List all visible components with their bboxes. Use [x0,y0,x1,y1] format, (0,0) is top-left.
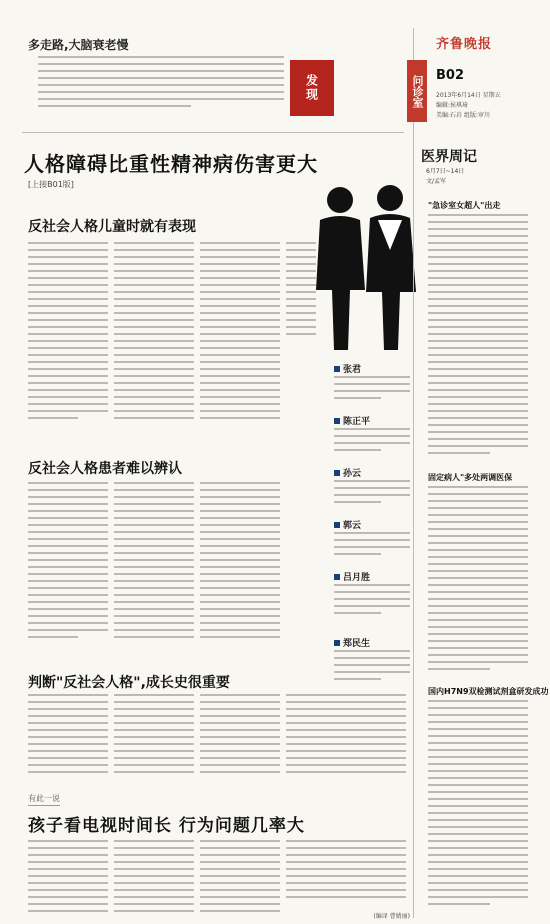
section3-col3 [200,694,280,786]
sidebar-item-1-title: "急诊室女超人"出走 [428,201,501,210]
section-heading-2: 反社会人格患者难以辨认 [28,461,182,477]
section2-col2 [114,482,194,662]
design-credits: 美编:石岩 组版:审川 [436,112,490,119]
section-label: 问诊室 [407,60,427,122]
sidebar-title: 医界周记 [421,149,477,165]
name-body-5 [334,584,410,624]
main-headline: 人格障碍比重性精神病伤害更大 [24,152,318,176]
bottom-col2 [114,840,194,920]
name-body-6 [334,650,410,690]
section-heading-3: 判断"反社会人格",成长史很重要 [28,675,230,691]
name-label-6: 郑民生 [334,636,370,649]
section3-col4 [286,694,406,786]
date: 2013年6月14日 星期五 [436,92,501,99]
top-story-title: 多走路,大脑衰老慢 [28,38,129,52]
name-body-4 [334,532,410,562]
section1-col1 [28,242,108,442]
continued-tag: [上接B01版] [28,180,74,189]
sidebar-item-1-body [428,214,528,470]
name-label-2: 陈正平 [334,414,370,427]
sidebar-item-2-body [428,486,528,682]
name-label-4: 郭云 [334,518,361,531]
sidebar-byline: 文/孟军 [426,178,447,185]
sidebar-item-3-body [428,700,528,914]
section2-col3 [200,482,280,662]
section2-col1 [28,482,108,662]
section-heading-1: 反社会人格儿童时就有表现 [28,219,196,235]
name-label-3: 孙云 [334,466,361,479]
bottom-col4 [286,840,406,910]
sidebar-dates: 6月7日~14日 [426,168,465,175]
sidebar-item-3-title: 国内H7N9双检测试剂盒研发成功 [428,687,549,696]
name-label-1: 张君 [334,362,361,375]
editor: 编辑:侯琪琦 [436,102,469,109]
newspaper-logo: 齐鲁晚报 [436,37,493,52]
bottom-kicker: 有此一说 [28,793,60,806]
bottom-headline: 孩子看电视时间长 行为问题几率大 [28,816,305,836]
bottom-credit: (编译 曹婧丽) [373,913,410,920]
discovery-stamp: 发现 [290,60,334,116]
name-label-5: 吕月胜 [334,570,370,583]
section1-col2 [114,242,194,442]
silhouette-illustration [310,180,420,350]
top-story-body-right [38,72,404,114]
page-number: B02 [436,68,464,83]
bottom-col3 [200,840,280,920]
name-body-2 [334,428,410,458]
section3-col2 [114,694,194,786]
sidebar-item-2-title: 固定病人"多处两调医保 [428,473,513,482]
section3-col1 [28,694,108,786]
name-body-3 [334,480,410,510]
name-body-1 [334,376,410,406]
bottom-col1 [28,840,108,920]
section1-col3 [200,242,280,442]
